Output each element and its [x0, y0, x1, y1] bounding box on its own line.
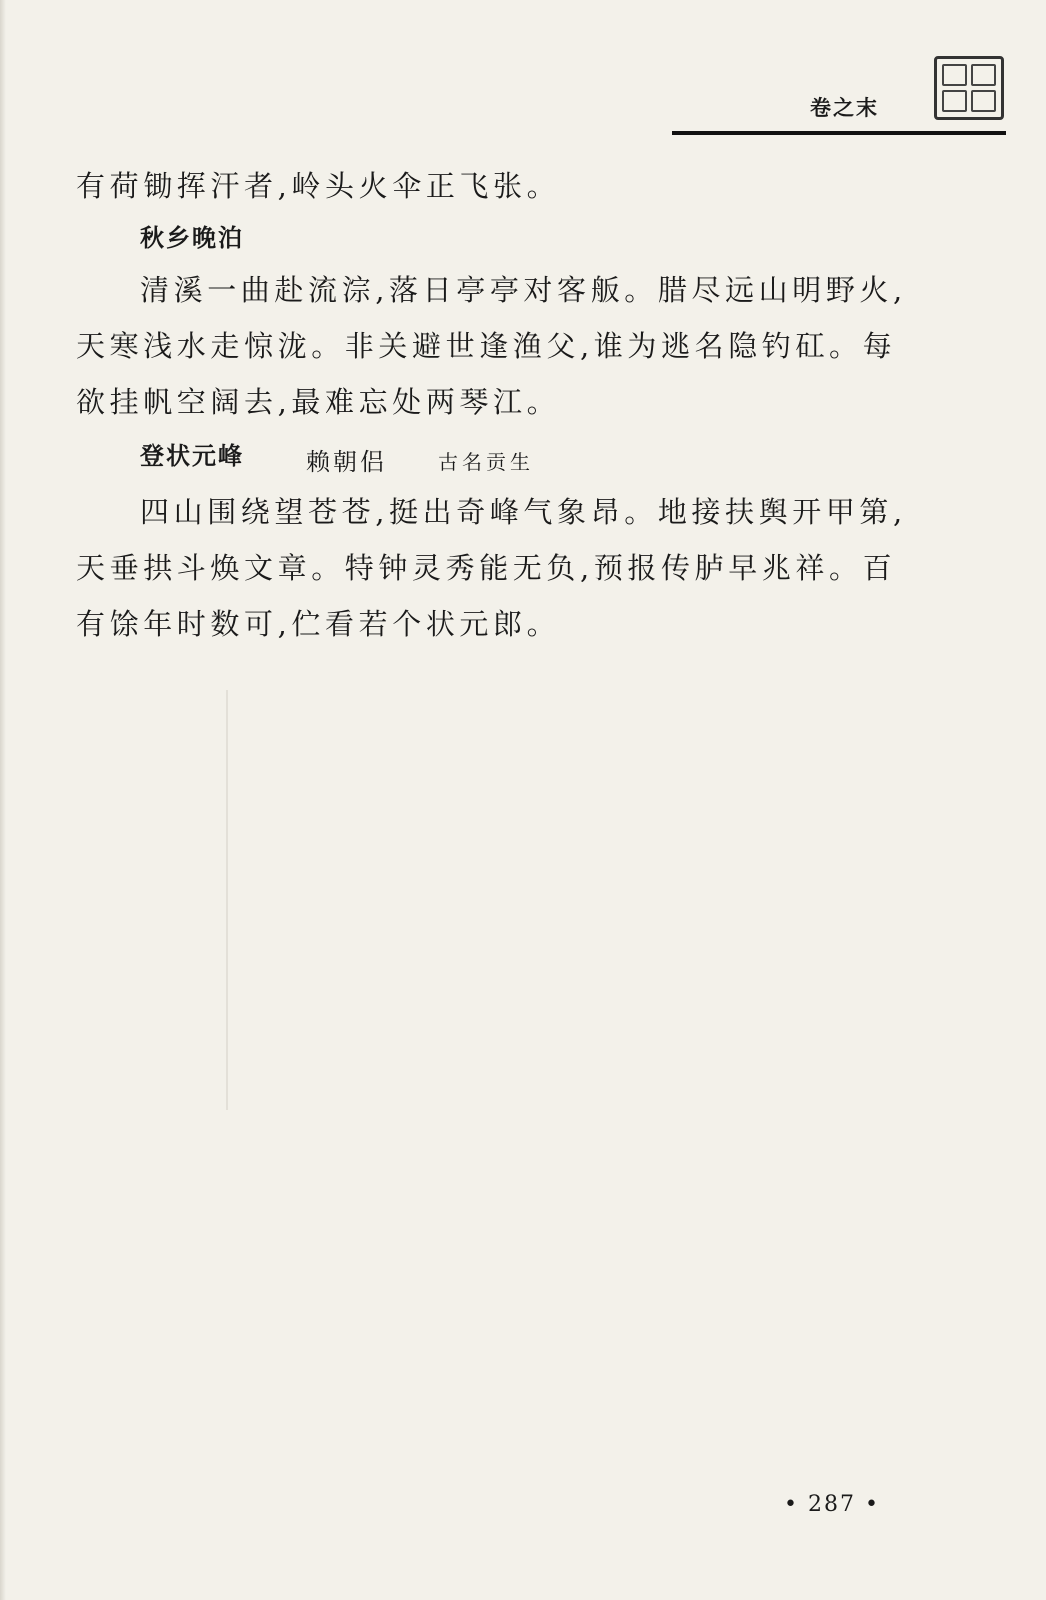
header-rule: [672, 131, 1006, 135]
poem-title: 秋乡晚泊: [140, 224, 244, 252]
text-line: 清溪一曲赴流淙,落日亭亭对客舨。腊尽远山明野火,: [140, 273, 907, 307]
poem-author: 赖朝侣: [306, 448, 387, 476]
poem-title: 登状元峰: [140, 442, 244, 470]
paper-crease: [226, 690, 228, 1110]
running-header: 卷之末: [810, 96, 879, 120]
page-number: • 287 •: [784, 1492, 880, 1517]
text-line: 欲挂帆空阔去,最难忘处两琴江。: [76, 385, 561, 419]
seal-stamp-icon: [934, 56, 1004, 120]
author-note: 古名贡生: [438, 450, 534, 474]
text-line: 天寒浅水走惊泷。非关避世逢渔父,谁为逃名隐钓矼。每: [76, 329, 897, 363]
text-line: 四山围绕望苍苍,挺出奇峰气象昂。地接扶舆开甲第,: [140, 495, 907, 529]
page-edge: [0, 0, 6, 1600]
text-line: 天垂拱斗焕文章。特钟灵秀能无负,预报传胪早兆祥。百: [76, 551, 897, 585]
text-line: 有荷锄挥汗者,岭头火伞正飞张。: [76, 169, 561, 203]
text-line: 有馀年时数可,伫看若个状元郎。: [76, 607, 561, 641]
